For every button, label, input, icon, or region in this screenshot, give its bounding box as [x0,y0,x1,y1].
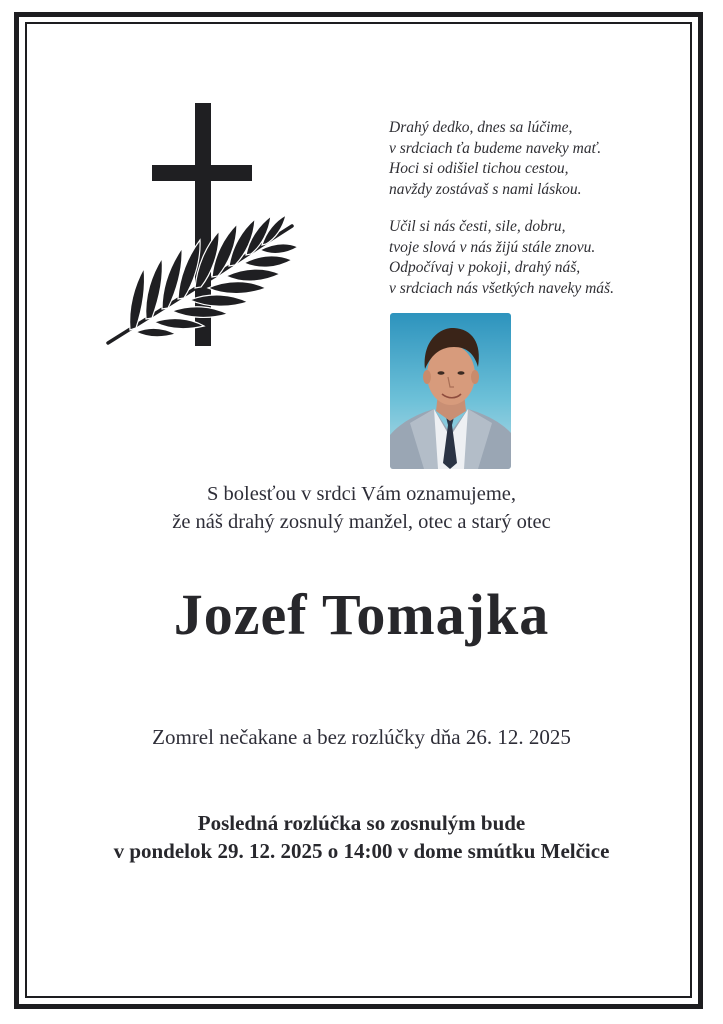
portrait-photo [390,313,511,469]
poem-line: Drahý dedko, dnes sa lúčime, [389,119,573,136]
funeral-line: v pondelok 29. 12. 2025 o 14:00 v dome smútku Melčice [113,839,610,863]
poem-stanza-2 [389,217,699,299]
announcement-text [40,480,683,536]
announcement-line: že náš drahý zosnulý manžel, otec a starý otec [172,511,551,533]
poem-line: Hoci si odišiel tichou cestou, [389,160,569,177]
memorial-poem [389,118,699,316]
poem-line: Učil si nás česti, sile, dobru, [389,218,566,235]
cross-with-palm-branch-icon [100,98,300,358]
poem-stanza-1 [389,118,699,200]
poem-line: navždy zostávaš s nami láskou. [389,180,582,198]
deceased-name: Jozef Tomajka [173,582,550,647]
funeral-line: Posledná rozlúčka so zosnulým bude [197,811,526,835]
funeral-details [40,809,683,865]
poem-line: v srdciach nás všetkých naveky máš. [389,279,614,297]
poem-line: v srdciach ťa budeme naveky mať. [389,139,602,157]
death-notice: Zomrel nečakane a bez rozlúčky dňa 26. 12. 2025 [152,725,571,749]
announcement-line: S bolesťou v srdci Vám oznamujeme, [207,483,516,505]
poem-line: tvoje slová v nás žijú stále znovu. [389,238,596,256]
poem-line: Odpočívaj v pokoji, drahý náš, [389,259,581,276]
